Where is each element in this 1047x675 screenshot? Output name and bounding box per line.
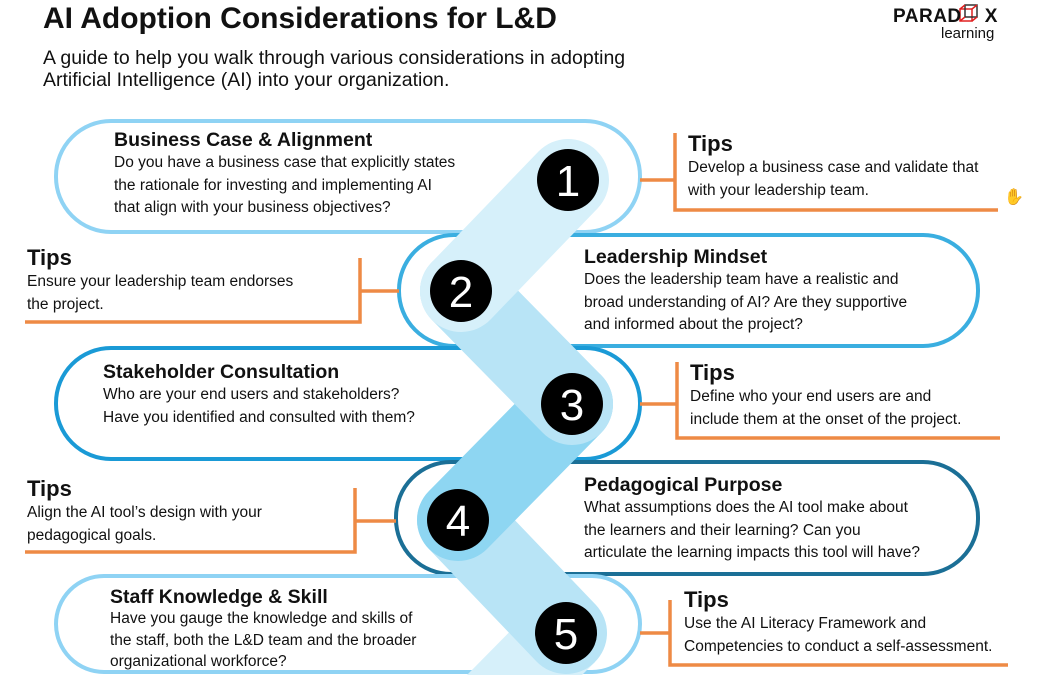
text-line: Who are your end users and stakeholders? <box>103 386 400 403</box>
text-line: Align the AI tool’s design with your <box>27 504 262 521</box>
text-line: Ensure your leadership team endorses <box>27 273 294 290</box>
tips-heading: Tips <box>27 476 72 501</box>
text-line: pedagogical goals. <box>27 526 157 544</box>
subtitle-line: Artificial Intelligence (AI) into your organization. <box>43 69 450 91</box>
step-text <box>114 152 455 220</box>
text-line: with your leadership team. <box>688 181 869 199</box>
tips-heading: Tips <box>688 131 733 156</box>
step-heading: Leadership Mindset <box>584 246 768 268</box>
step-5-tips <box>684 587 992 658</box>
hand-cursor-icon: ✋ <box>1004 189 1024 206</box>
step-text <box>103 384 415 429</box>
step-text <box>584 497 920 565</box>
text-line: Have you gauge the knowledge and skills of <box>110 610 413 627</box>
step-2-content <box>584 246 907 337</box>
step-text <box>110 608 416 673</box>
text-line: the rationale for investing and implementing AI <box>114 176 432 194</box>
page-title: AI Adoption Considerations for L&D <box>43 2 557 35</box>
step-5-number: 5 <box>553 610 579 659</box>
text-line: Have you identified and consulted with them? <box>103 408 415 426</box>
text-line: and informed about the project? <box>584 316 803 333</box>
tips-heading: Tips <box>690 360 735 385</box>
text-line: include them at the onset of the project. <box>690 410 962 428</box>
logo-subtext: learning <box>941 25 995 42</box>
text-line: the staff, both the L&D team and the broader <box>110 631 417 649</box>
text-line: Use the AI Literacy Framework and <box>684 615 927 632</box>
step-3-tips <box>690 360 961 431</box>
step-heading: Staff Knowledge & Skill <box>110 586 328 608</box>
step-heading: Stakeholder Consultation <box>103 361 340 383</box>
text-line: the project. <box>27 295 104 313</box>
text-line: What assumptions does the AI tool make about <box>584 499 908 516</box>
text-line: the learners and their learning? Can you <box>584 521 861 539</box>
step-2-tips <box>27 245 293 316</box>
step-4-number: 4 <box>445 497 471 546</box>
text-line: Competencies to conduct a self-assessment. <box>684 637 993 655</box>
step-1-content <box>114 129 455 220</box>
text-line: that align with your business objectives? <box>114 199 391 216</box>
page-subtitle <box>43 47 625 91</box>
text-line: articulate the learning impacts this tool will have? <box>584 544 921 561</box>
subtitle-line: A guide to help you walk through various considerations in adopting <box>43 47 626 69</box>
text-line: Do you have a business case that explicitly states <box>114 154 456 171</box>
text-line: organizational workforce? <box>110 653 287 670</box>
step-5-content <box>110 586 416 673</box>
tips-heading: Tips <box>684 587 729 612</box>
step-4-tips <box>27 476 262 547</box>
tips-heading: Tips <box>27 245 72 270</box>
step-heading: Pedagogical Purpose <box>584 474 783 496</box>
text-line: Define who your end users are and <box>690 388 932 405</box>
step-text <box>584 269 907 337</box>
step-4-content <box>584 474 920 565</box>
logo <box>893 6 998 42</box>
step-heading: Business Case & Alignment <box>114 129 373 151</box>
step-3-number: 3 <box>559 381 585 430</box>
text-line: Develop a business case and validate that <box>688 159 979 176</box>
step-2-number: 2 <box>448 268 474 317</box>
text-line: Does the leadership team have a realistic and <box>584 271 899 288</box>
step-1-tips <box>688 131 978 202</box>
text-line: broad understanding of AI? Are they supportive <box>584 293 908 311</box>
step-1-number: 1 <box>555 157 581 206</box>
logo-text: PARAD X <box>893 6 998 27</box>
step-3-content <box>103 361 415 429</box>
